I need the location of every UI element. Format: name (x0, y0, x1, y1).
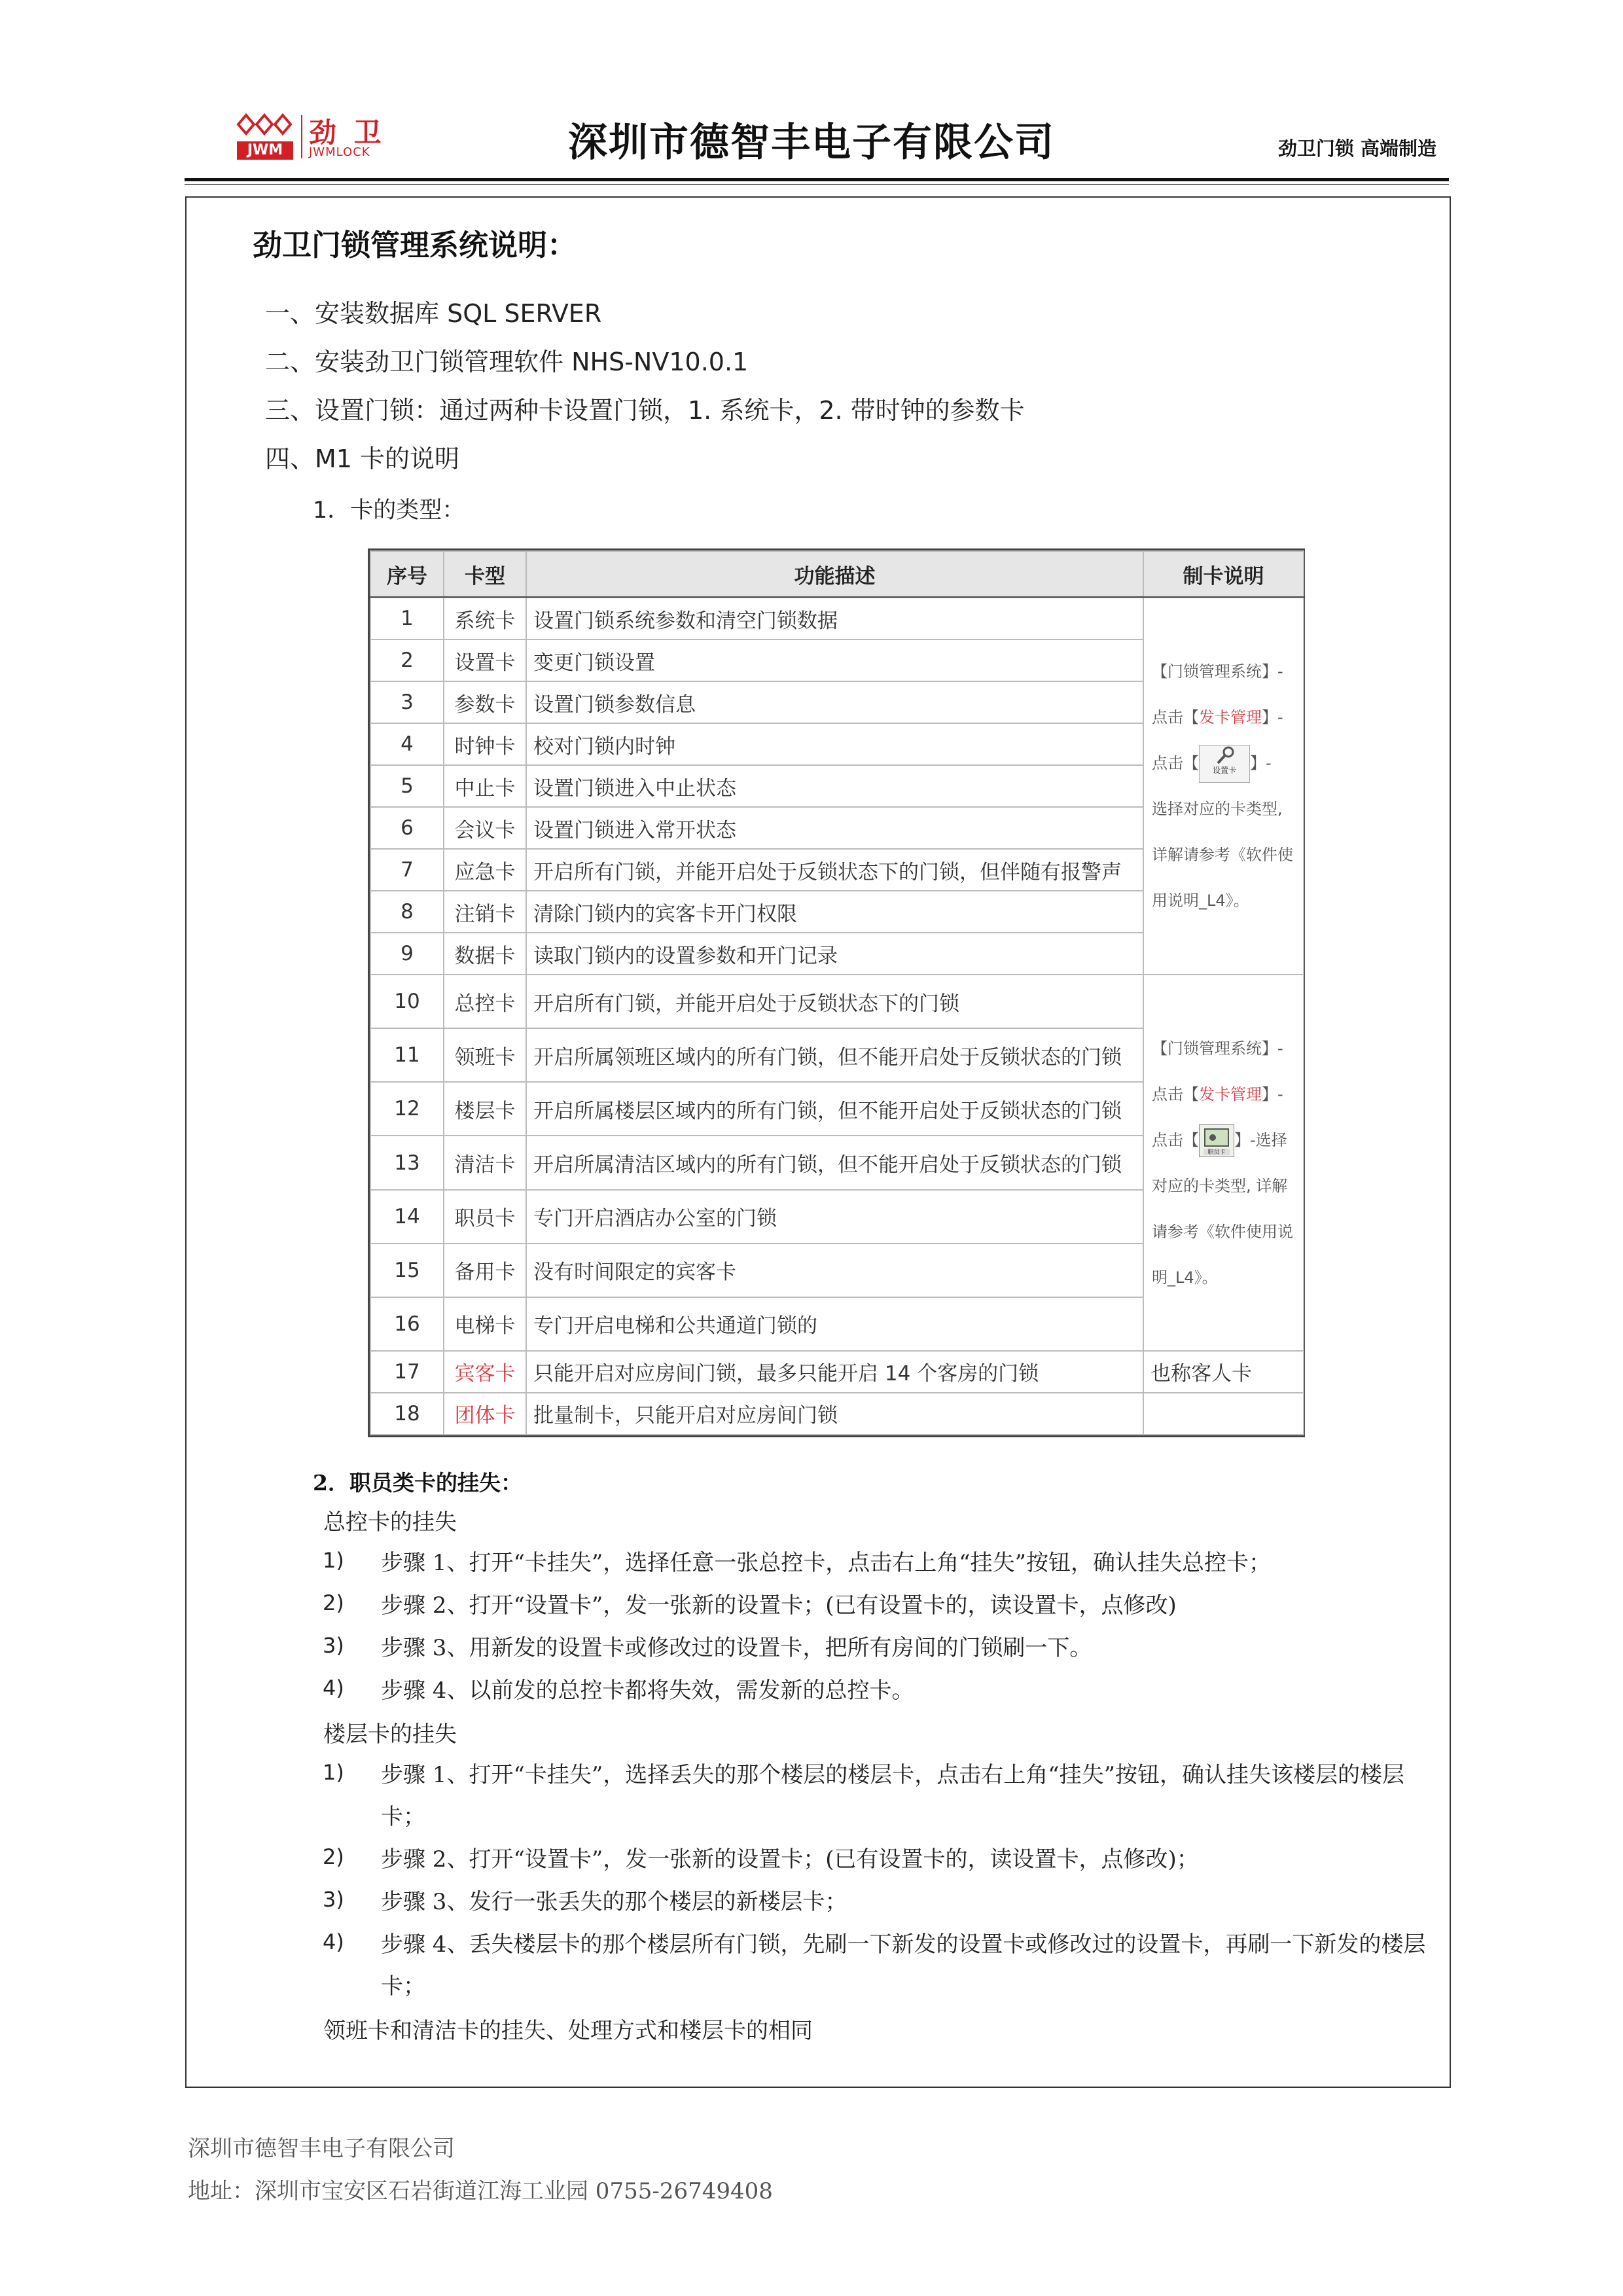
footer-address: 地址：深圳市宝安区石岩街道江海工业园 0755-26749408 (188, 2178, 773, 2204)
settings-card-icon: 设置卡 (1199, 745, 1250, 783)
footer-company: 深圳市德智丰电子有限公司 (188, 2136, 455, 2162)
floor-step-2-num: 2) (323, 1844, 344, 1869)
header-desc: 功能描述 (526, 551, 1143, 598)
cell-desc: 设置门锁进入中止状态 (526, 765, 1143, 807)
note-highlight: 发卡管理 (1199, 1085, 1262, 1103)
cell-type: 中止卡 (444, 765, 526, 807)
cell-note-staff (1143, 975, 1304, 1351)
note-highlight: 发卡管理 (1199, 708, 1262, 727)
note-line: 请参考《软件使用说 (1152, 1222, 1293, 1241)
doc-title: 劲卫门锁管理系统说明： (253, 228, 577, 262)
header-no: 序号 (370, 551, 444, 598)
master-step-1: 步骤 1、打开“卡挂失”，选择任意一张总控卡，点击右上角“挂失”按钮，确认挂失总控卡； (381, 1550, 1271, 1576)
cell-type: 团体卡 (444, 1393, 526, 1435)
logo-en: JWMLOCK (309, 145, 370, 159)
staff-card-icon (1199, 1124, 1234, 1157)
cell-no: 5 (370, 765, 444, 807)
cell-desc: 变更门锁设置 (526, 639, 1143, 681)
cell-desc: 校对门锁内时钟 (526, 723, 1143, 765)
header-rule-thick (185, 178, 1449, 181)
cell-no: 2 (370, 639, 444, 681)
cell-note-system (1143, 598, 1304, 975)
cell-no: 7 (370, 849, 444, 891)
floor-step-3: 步骤 3、发行一张丢失的那个楼层的新楼层卡； (381, 1889, 847, 1915)
cell-no: 18 (370, 1393, 444, 1435)
cell-no: 14 (370, 1190, 444, 1244)
note-line: 点击【 职员卡 】-选择 (1152, 1117, 1295, 1163)
header-rule-thin (185, 184, 1449, 185)
cell-type: 应急卡 (444, 849, 526, 891)
note-line: 选择对应的卡类型, (1152, 800, 1283, 819)
cell-note-guest: 也称客人卡 (1143, 1351, 1304, 1393)
note-line: 点击【 设置卡 】- (1152, 740, 1295, 786)
note-line: 详解请参考《软件使 (1152, 846, 1293, 865)
cell-desc: 读取门锁内的设置参数和开门记录 (526, 933, 1143, 975)
master-step-3-num: 3) (323, 1633, 344, 1658)
cell-no: 11 (370, 1028, 444, 1082)
note-line: 明_L4》。 (1152, 1268, 1218, 1287)
master-card-title: 总控卡的挂失 (323, 1509, 457, 1535)
cell-desc: 设置门锁进入常开状态 (526, 807, 1143, 849)
table-row (370, 598, 1304, 640)
cell-desc: 开启所属楼层区域内的所有门锁，但不能开启处于反锁状态的门锁 (526, 1082, 1143, 1136)
logo-mark-text: JWM (237, 141, 293, 160)
cell-no: 3 (370, 681, 444, 723)
company-title: 深圳市德智丰电子有限公司 (568, 120, 1055, 166)
cell-desc: 批量制卡，只能开启对应房间门锁 (526, 1393, 1143, 1435)
floor-step-1: 步骤 1、打开“卡挂失”，选择丢失的那个楼层的楼层卡，点击右上角“挂失”按钮，确认挂失该楼层的楼层卡； (381, 1762, 1404, 1830)
master-step-4: 步骤 4、以前发的总控卡都将失效，需发新的总控卡。 (381, 1677, 914, 1704)
master-step-2-num: 2) (323, 1590, 344, 1615)
cell-no: 15 (370, 1244, 444, 1297)
cell-type: 楼层卡 (444, 1082, 526, 1136)
cell-desc: 设置门锁参数信息 (526, 681, 1143, 723)
cell-no: 13 (370, 1136, 444, 1189)
cell-desc: 开启所属领班区域内的所有门锁，但不能开启处于反锁状态的门锁 (526, 1028, 1143, 1082)
floor-step-2: 步骤 2、打开“设置卡”，发一张新的设置卡；(已有设置卡的，读设置卡，点修改)； (381, 1846, 1199, 1873)
slogan: 劲卫门锁 高端制造 (1277, 137, 1436, 160)
cell-type: 会议卡 (444, 807, 526, 849)
cell-no: 1 (370, 598, 444, 640)
cell-type: 职员卡 (444, 1190, 526, 1244)
cell-no: 10 (370, 975, 444, 1028)
note-line: 【门锁管理系统】- (1152, 1039, 1283, 1058)
cell-type: 宾客卡 (444, 1351, 526, 1393)
closing-note: 领班卡和清洁卡的挂失、处理方式和楼层卡的相同 (323, 2018, 813, 2044)
floor-step-1-num: 1) (323, 1760, 344, 1785)
cell-type: 备用卡 (444, 1244, 526, 1297)
table-row (370, 1351, 1304, 1393)
floor-step-3-num: 3) (323, 1887, 344, 1912)
master-step-2: 步骤 2、打开“设置卡”，发一张新的设置卡；(已有设置卡的，读设置卡，点修改) (381, 1592, 1177, 1619)
section-2: 二、安装劲卫门锁管理软件 NHS-NV10.0.1 (265, 348, 749, 376)
cell-type: 设置卡 (444, 639, 526, 681)
cell-desc: 设置门锁系统参数和清空门锁数据 (526, 598, 1143, 640)
subsection-card-types: 1．卡的类型： (313, 497, 465, 524)
cell-type: 数据卡 (444, 933, 526, 975)
cell-desc: 没有时间限定的宾客卡 (526, 1244, 1143, 1297)
floor-card-title: 楼层卡的挂失 (323, 1721, 457, 1748)
note-line: 点击【发卡管理】- (1152, 708, 1283, 727)
cell-desc: 开启所有门锁，并能开启处于反锁状态下的门锁 (526, 975, 1143, 1028)
section-4: 四、M1 卡的说明 (265, 444, 460, 473)
cell-type: 领班卡 (444, 1028, 526, 1082)
master-step-4-num: 4) (323, 1676, 344, 1700)
svg-text:职员卡: 职员卡 (1207, 1149, 1226, 1156)
cell-desc: 只能开启对应房间门锁，最多只能开启 14 个客房的门锁 (526, 1351, 1143, 1393)
cell-no: 8 (370, 891, 444, 933)
note-line: 用说明_L4》。 (1152, 891, 1249, 910)
master-step-1-num: 1) (323, 1548, 344, 1573)
header-note: 制卡说明 (1143, 551, 1304, 598)
table-row (370, 975, 1304, 1028)
cell-no: 12 (370, 1082, 444, 1136)
cell-no: 16 (370, 1297, 444, 1351)
cell-type: 总控卡 (444, 975, 526, 1028)
cell-no: 17 (370, 1351, 444, 1393)
section-3: 三、设置门锁：通过两种卡设置门锁，1. 系统卡，2. 带时钟的参数卡 (265, 396, 1025, 425)
cell-no: 6 (370, 807, 444, 849)
cell-no: 4 (370, 723, 444, 765)
cell-desc: 开启所有门锁，并能开启处于反锁状态下的门锁，但伴随有报警声 (526, 849, 1143, 891)
note-line: 对应的卡类型, 详解 (1152, 1176, 1288, 1195)
cell-desc: 专门开启酒店办公室的门锁 (526, 1190, 1143, 1244)
cell-type: 时钟卡 (444, 723, 526, 765)
section2-title: 2．职员类卡的挂失： (313, 1470, 522, 1496)
section-1: 一、安装数据库 SQL SERVER (265, 299, 602, 328)
table-header-row (370, 551, 1304, 598)
note-line: 【门锁管理系统】- (1152, 662, 1283, 681)
cell-type: 电梯卡 (444, 1297, 526, 1351)
floor-step-4: 步骤 4、丢失楼层卡的那个楼层所有门锁，先刷一下新发的设置卡或修改过的设置卡，再刷一下新发的楼层卡； (381, 1931, 1426, 2000)
cell-note-empty (1143, 1393, 1304, 1435)
card-type-table (368, 548, 1305, 1437)
header-type: 卡型 (444, 551, 526, 598)
cell-desc: 清除门锁内的宾客卡开门权限 (526, 891, 1143, 933)
cell-type: 注销卡 (444, 891, 526, 933)
cell-type: 清洁卡 (444, 1136, 526, 1189)
table-row (370, 1393, 1304, 1435)
cell-type: 参数卡 (444, 681, 526, 723)
master-step-3: 步骤 3、用新发的设置卡或修改过的设置卡，把所有房间的门锁刷一下。 (381, 1635, 1092, 1661)
cell-type: 系统卡 (444, 598, 526, 640)
floor-step-4-num: 4) (323, 1929, 344, 1954)
cell-no: 9 (370, 933, 444, 975)
cell-desc: 开启所属清洁区域内的所有门锁，但不能开启处于反锁状态的门锁 (526, 1136, 1143, 1189)
note-line: 点击【发卡管理】- (1152, 1085, 1283, 1103)
logo-cn: 劲 卫 (309, 117, 385, 149)
cell-desc: 专门开启电梯和公共通道门锁的 (526, 1297, 1143, 1351)
